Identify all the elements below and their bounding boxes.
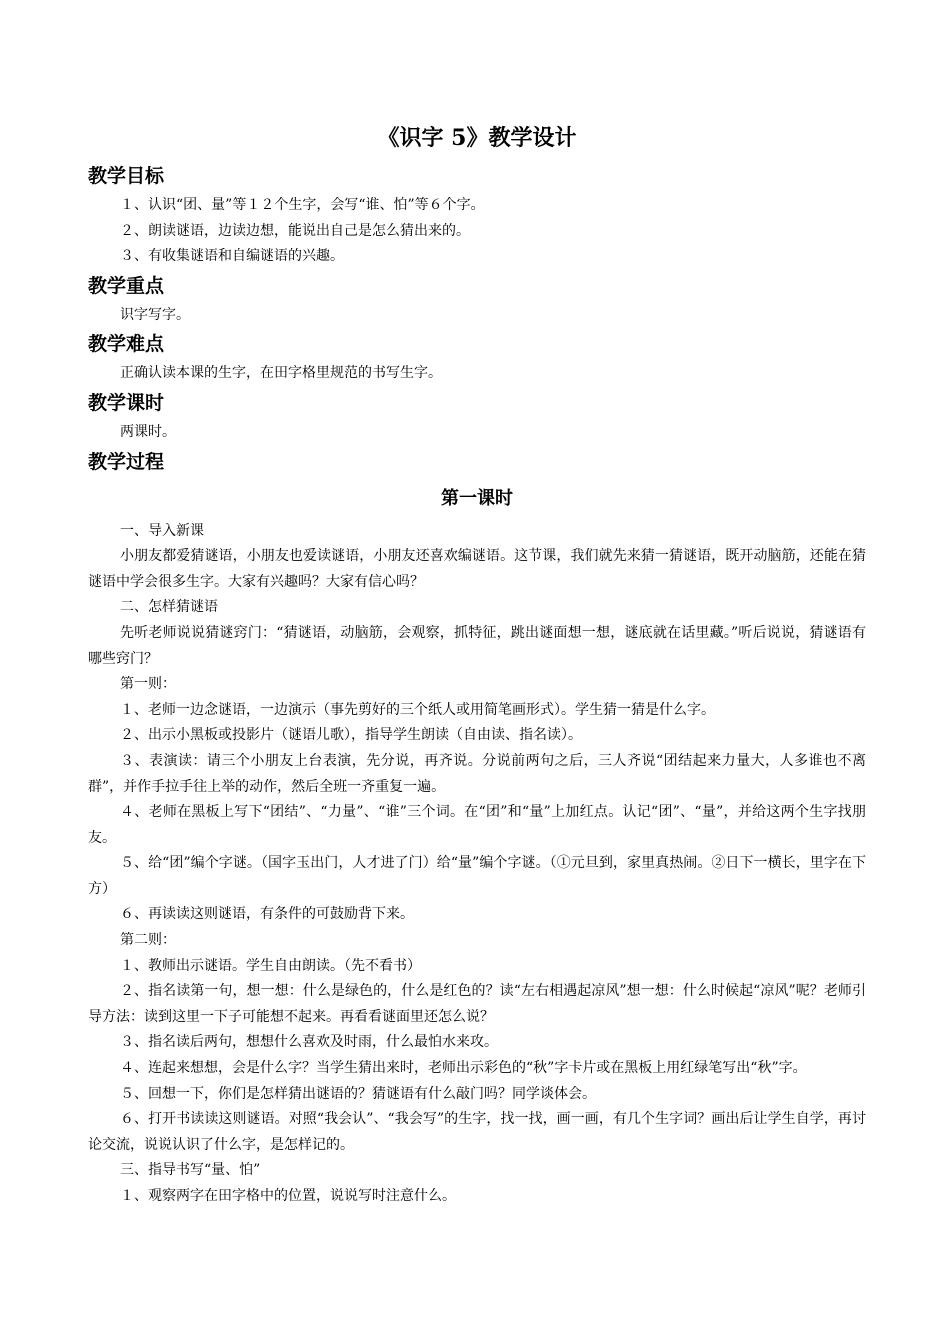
- process-paragraph: ５、回想一下，你们是怎样猜出谜语的？猜谜语有什么敲门吗？同学谈体会。: [120, 1085, 596, 1102]
- heading-process: 教学过程: [88, 450, 165, 473]
- process-paragraph: ２、出示小黑板或投影片（谜语儿歌），指导学生朗读（自由读、指名读）。: [120, 727, 582, 744]
- process-paragraph: １、教师出示谜语。学生自由朗读。（先不看书）: [120, 957, 421, 974]
- document-title: 《识字 5》教学设计: [377, 125, 577, 151]
- process-paragraph: 第一则：: [120, 676, 176, 693]
- process-paragraph: ６、再读读这则谜语，有条件的可鼓励背下来。: [120, 906, 414, 923]
- goal-item: １、认识“团、量”等１２个生字，会写“谁、怕”等６个字。: [120, 197, 485, 213]
- heading-difficulty: 教学难点: [88, 333, 165, 356]
- key-points-text: 识字写字。: [120, 306, 190, 323]
- goal-item: ２、朗读谜语，边读边想，能说出自己是怎么猜出来的。: [120, 222, 470, 239]
- heading-class-hours: 教学课时: [88, 391, 165, 414]
- process-paragraph: ３、表演读：请三个小朋友上台表演，先分说，再齐说。分说前两句之后，三人齐说“团结起来力量大，人多谁也不离群”，并作手拉手往上举的动作，然后全班一齐重复一遍。: [88, 752, 866, 795]
- process-paragraph: 先听老师说说猜谜窍门：“猜谜语，动脑筋，会观察，抓特征，跳出谜面想一想，谜底就在话里藏。”听后说说，猜谜语有哪些窍门？: [88, 624, 866, 667]
- heading-key-points: 教学重点: [88, 274, 165, 297]
- process-paragraph: ２、指名读第一句，想一想：什么是绿色的，什么是红色的？读“左右相遇起凉风”想一想：什么时候起“凉风”呢？老师引导方法：读到这里一下子可能想不起来。再看看谜面里还怎么说？: [88, 983, 866, 1025]
- process-paragraph: ３、指名读后两句，想想什么喜欢及时雨，什么最怕水来攻。: [120, 1034, 498, 1051]
- heading-goals: 教学目标: [88, 165, 165, 187]
- process-paragraph: 三、指导书写“量、怕”: [120, 1162, 261, 1179]
- process-body: [88, 519, 866, 1210]
- process-paragraph: ４、老师在黑板上写下“团结”、“力量”、“谁”三个词。在“团”和“量”上加红点。认记“团”、“量”，并给这两个生字找朋友。: [88, 804, 866, 846]
- process-paragraph: １、观察两字在田字格中的位置，说说写时注意什么。: [120, 1188, 456, 1204]
- process-paragraph: ５、给“团”编个字谜。（国字玉出门，人才进了门）给“量”编个字谜。（①元旦到，家里真热闹。②日下一横长，里字在下方）: [88, 855, 866, 897]
- process-paragraph: 二、怎样猜谜语: [120, 599, 218, 616]
- process-paragraph: １、老师一边念谜语，一边演示（事先剪好的三个纸人或用简笔画形式）。学生猜一猜是什么字。: [120, 701, 715, 718]
- document-page: [88, 118, 866, 1210]
- process-paragraph: 第二则：: [120, 932, 176, 949]
- lesson-title: 第一课时: [441, 487, 513, 509]
- process-paragraph: ４、连起来想想，会是什么字？当学生猜出来时，老师出示彩色的“秋”字卡片或在黑板上用红绿笔写出“秋”字。: [120, 1060, 807, 1077]
- process-paragraph: ６、打开书读读这则谜语。对照“我会认”、“我会写”的生字，找一找，画一画，有几个生字词？画出后让学生自学，再讨论交流，说说认识了什么字，是怎样记的。: [88, 1111, 866, 1153]
- class-hours-text: 两课时。: [120, 423, 176, 440]
- process-paragraph: 一、导入新课: [120, 522, 204, 539]
- process-paragraph: 小朋友都爱猜谜语，小朋友也爱读谜语，小朋友还喜欢编谜语。这节课，我们就先来猜一猜谜语，既开动脑筋，还能在猜谜语中学会很多生字。大家有兴趣吗？大家有信心吗？: [88, 548, 866, 590]
- difficulty-text: 正确认读本课的生字，在田字格里规范的书写生字。: [120, 365, 442, 382]
- goal-item: ３、有收集谜语和自编谜语的兴趣。: [120, 248, 344, 265]
